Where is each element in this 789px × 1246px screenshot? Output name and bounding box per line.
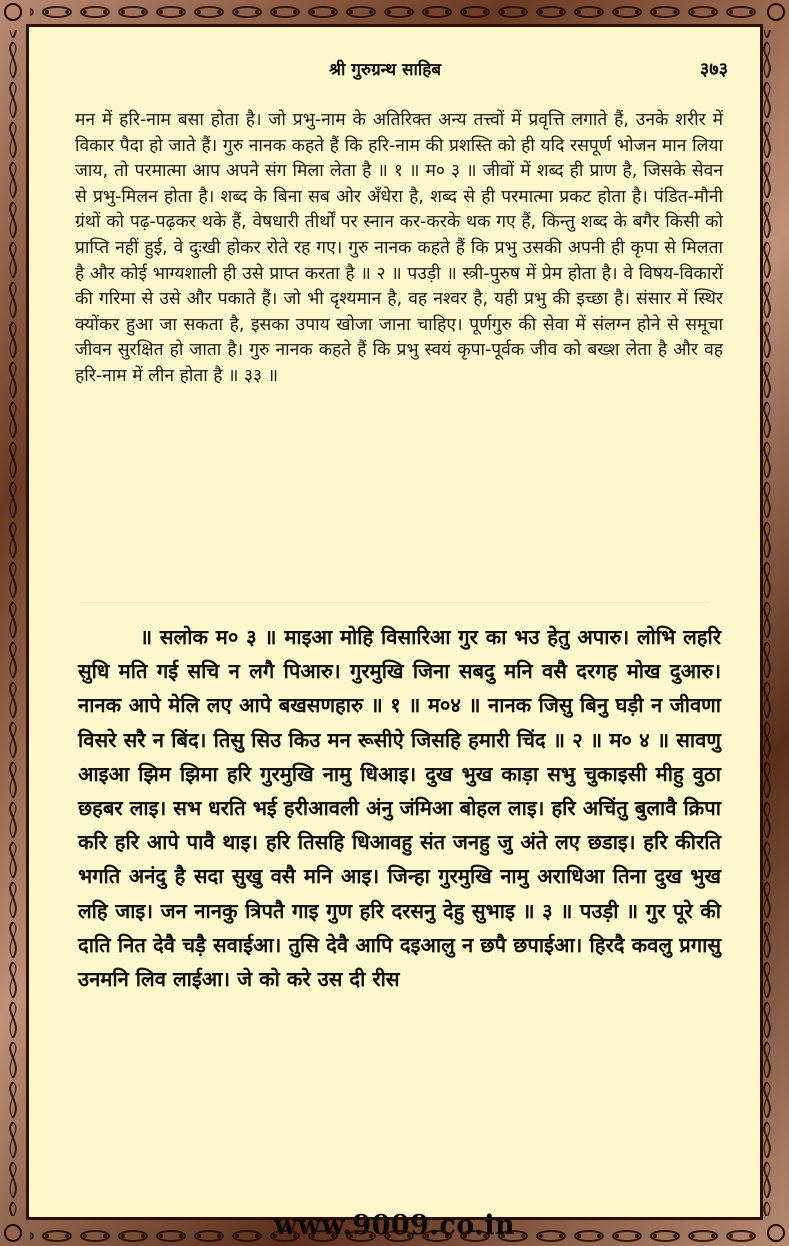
page-header [37,57,752,87]
translation-paragraph: मन में हरि-नाम बसा होता है। जो प्रभु-नाम के अतिरिक्त अन्य तत्त्वों में प्रवृत्ति लगाते हैं, उनके शरीर में विकार पैदा हो जाते हैं। गुरु नानक कहते हैं कि हरि-नाम की प्रशस्ति को ही यदि रसपूर्ण भोजन मान लिया जाय, तो परमात्मा आप अपने संग मिला लेता है ॥ १ ॥ म० ३ ॥ जीवों में शब्द ही प्राण है, जिसके सेवन से प्रभु-मिलन होता है। शब्द के बिना सब ओर अँधेरा है, शब्द से ही परमात्मा प्रकट होता है। पंडित-मौनी ग्रंथों को पढ़-पढ़कर थके हैं, वेषधारी तीर्थों पर स्नान कर-करके थक गए हैं, किन्तु शब्द के बगैर किसी को प्राप्ति नहीं हुई, वे दुःखी होकर रोते रह गए। गुरु नानक कहते हैं कि प्रभु उसकी अपनी ही कृपा से मिलता है और कोई भाग्यशाली ही उसे प्राप्त करता है ॥ २ ॥ पउड़ी ॥ स्त्री-पुरुष में प्रेम होता है। वे विषय-विकारों की गरिमा से उसे और पकाते हैं। जो भी दृश्यमान है, वह नश्वर है, यही प्रभु की इच्छा है। संसार में स्थिर क्योंकर हुआ जा सकता है, इसका उपाय खोजा जाना चाहिए। पूर्णगुरु की सेवा में संलग्न होने से समूचा जीवन सुरक्षित हो जाता है। गुरु नानक कहते हैं कि प्रभु स्वयं कृपा-पूर्वक जीव को बख्श लेता है और वह हरि-नाम में लीन होता है ॥ ३३ ॥ [75,110,723,386]
page-title: श्री गुरुग्रन्थ साहिब [329,60,442,80]
page-number: ३७३ [699,59,728,80]
gurbani-paragraph: ॥ सलोक म० ३ ॥ माइआ मोहि विसारिआ गुर का भउ हेतु अपारु। लोभि लहरि सुधि मति गई सचि न लगै पिआरु। गुरमुखि जिना सबदु मनि वसै दरगह मोख दुआरु। नानक आपे मेलि लए आपे बखसणहारु ॥ १ ॥ म०४ ॥ नानक जिसु बिनु घड़ी न जीवणा विसरे सरै न बिंद। तिसु सिउ किउ मन रूसीऐ जिसहि हमारी चिंद ॥ २ ॥ म० ४ ॥ सावणु आइआ झिम झिमा हरि गुरमुखि नामु धिआइ। दुख भुख काड़ा सभु चुकाइसी मीहु वुठा छहबर लाइ। सभ धरति भई हरीआवली अंनु जंमिआ बोहल लाइ। हरि अचिंतु बुलावै क्रिपा करि हरि आपे पावै थाइ। हरि तिसहि धिआवहु संत जनहु जु अंते लए छडाइ। हरि कीरति भगति अनंदु है सदा सुखु वसै मनि आइ। जिन्हा गुरमुखि नामु अराधिआ तिना दुख भुख लहि जाइ। जन नानकु त्रिपतै गाइ गुण हरि दरसनु देहु सुभाइ ॥ ३ ॥ पउड़ी ॥ गुर पूरे की दाति नित देवै चड़ै सवाईआ। तुसि देवै आपि दइआलु न छपै छपाईआ। हिरदै कवलु प्रगासु उनमनि लिव लाईआ। जे को करे उस दी रीस [78,625,721,992]
footer-website-link[interactable]: www.9009.co.in [273,1210,516,1241]
divider [80,602,710,603]
